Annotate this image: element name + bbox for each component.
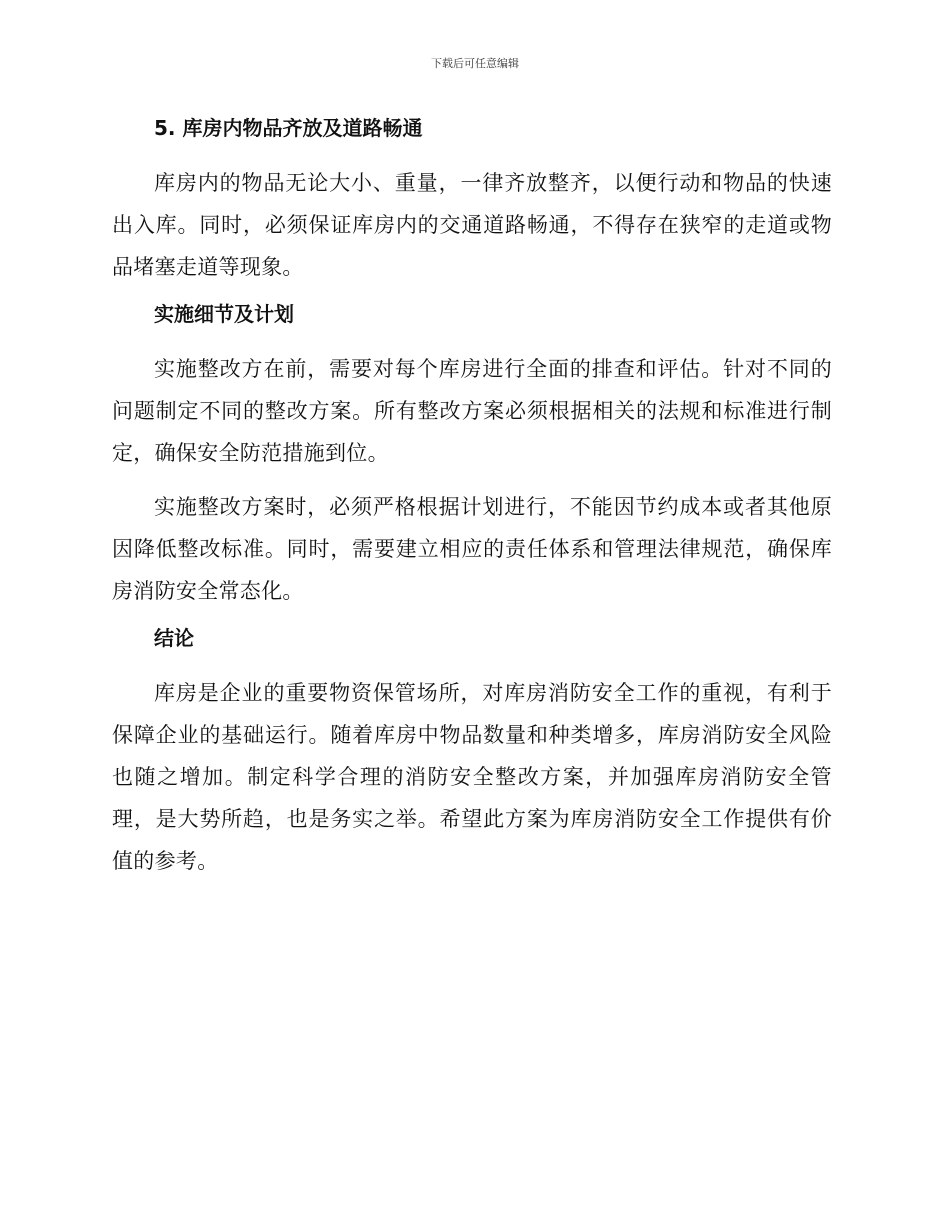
section-implementation-plan: [112, 300, 832, 612]
paragraph: 库房是企业的重要物资保管场所，对库房消防安全工作的重视，有利于保障企业的基础运行。随着库房中物品数量和种类增多，库房消防安全风险也随之增加。制定科学合理的消防安全整改方案，并加强库房消防安全管理，是大势所趋，也是务实之举。希望此方案为库房消防安全工作提供有价值的参考。: [112, 681, 832, 873]
header-note: 下载后可任意编辑: [431, 57, 519, 70]
section-heading: 实施细节及计划: [154, 302, 294, 326]
section-heading: 5. 库房内物品齐放及道路畅通: [154, 116, 423, 140]
paragraph: 实施整改方在前，需要对每个库房进行全面的排查和评估。针对不同的问题制定不同的整改方案。所有整改方案必须根据相关的法规和标准进行制定，确保安全防范措施到位。: [112, 357, 832, 465]
section-conclusion: [112, 624, 832, 882]
paragraph: 库房内的物品无论大小、重量，一律齐放整齐，以便行动和物品的快速出入库。同时，必须保证库房内的交通道路畅通，不得存在狭窄的走道或物品堵塞走道等现象。: [112, 171, 832, 279]
paragraph: 实施整改方案时，必须严格根据计划进行，不能因节约成本或者其他原因降低整改标准。同时，需要建立相应的责任体系和管理法律规范，确保库房消防安全常态化。: [112, 495, 832, 603]
section-heading: 结论: [154, 626, 194, 650]
document-body: [112, 110, 832, 894]
section-warehouse-order: [112, 114, 832, 288]
